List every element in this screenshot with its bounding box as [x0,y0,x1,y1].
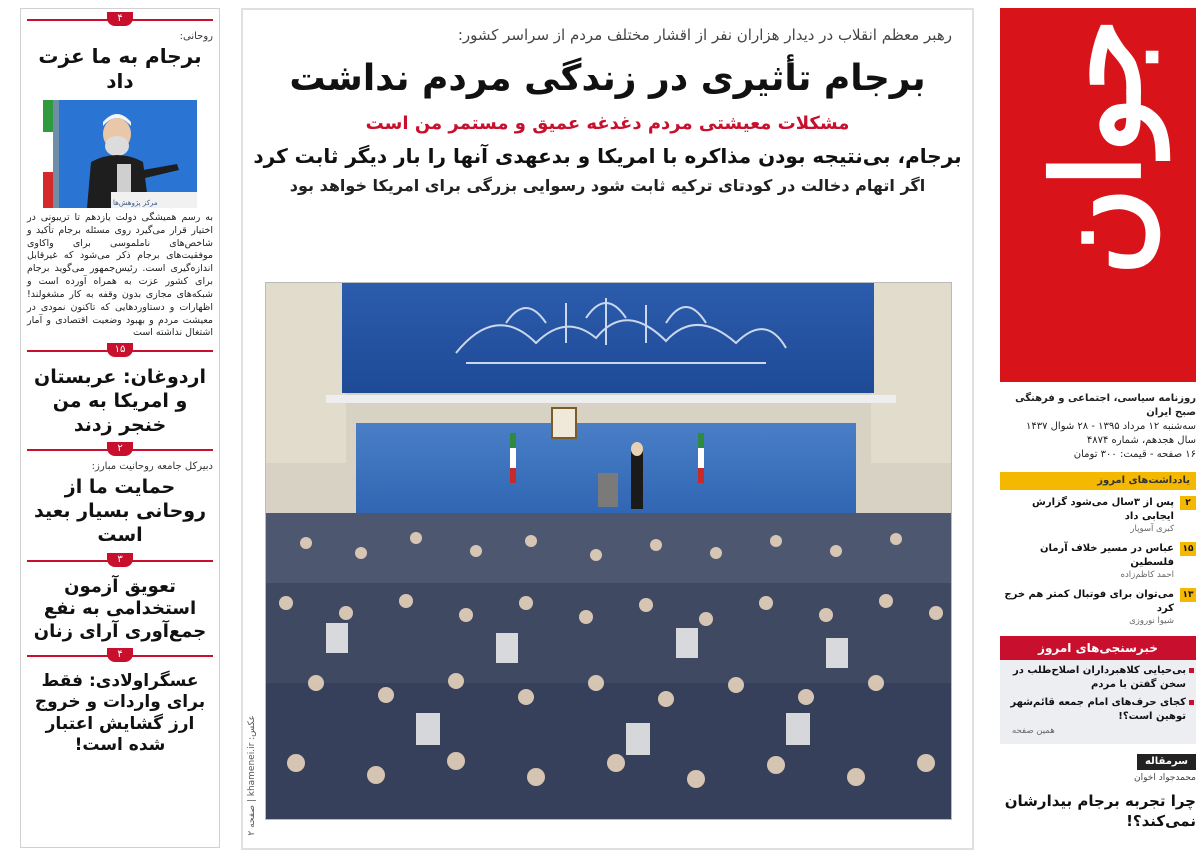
story-headline: اردوغان: عربستان و امریکا به من خنجر زدند [34,366,206,436]
info-line: روزنامه سیاسی، اجتماعی و فرهنگی صبح ایران [1015,393,1196,418]
leader-audience-photo [265,282,952,820]
section-divider [27,344,213,356]
section-divider [27,13,213,24]
left-story-asgaroladi[interactable] [21,671,219,756]
red-subheadline: مشکلات معیشتی مردم دغدغه عمیق و مستمر من است [365,113,850,134]
memo-item[interactable] [1000,588,1196,628]
poll-item[interactable]: کجای حرف‌های امام جمعه قائم‌شهر توهین است؟! [1000,692,1196,724]
page-number-badge: ۱۵ [107,343,133,357]
rouhani-photo-art [43,100,197,208]
memo-page-number: ۱۵ [1180,542,1196,556]
info-line: سه‌شنبه ۱۲ مرداد ۱۳۹۵ - ۲۸ شوال ۱۴۳۷ [1025,421,1196,432]
issue-info [1000,392,1196,831]
section-divider [27,553,213,565]
memo-author: احمد کاظم‌زاده [1120,569,1174,580]
info-line: سال هجدهم، شماره ۴۸۷۴ [1086,435,1196,446]
poll-item[interactable]: بی‌حیایی کلاهبرداران اصلاح‌طلب در سخن گفتن با مردم [1000,660,1196,692]
main-story [241,8,974,850]
photo-credit: عکس: khamenei.ir | صفحه ۲ [247,715,257,836]
story-headline: عسگراولادی: فقط برای واردات و خروج ارز گشایش اعتبار شده است! [34,671,206,755]
story-kicker: روحانی: [179,31,213,42]
memo-item[interactable] [1000,542,1196,582]
poll-header: خبرسنجی‌های امروز [1000,636,1196,661]
photo-caption: مرکز پژوهش‌ها [113,199,158,207]
poll-footer: همین صفحه [1012,726,1055,737]
page-number-badge: ۴ [107,12,133,26]
memo-item[interactable] [1000,496,1196,536]
section-divider [27,443,213,455]
story-headline: تعویق آزمون استخدامی به نفع جمع‌آوری آرای زنان [33,575,207,642]
lead-kicker: رهبر معظم انقلاب در دیدار هزاران نفر از اقشار مختلف مردم از سراسر کشور: [457,26,952,44]
story-headline: برجام به ما عزت داد [38,44,202,93]
subheadline-2: اگر اتهام دخالت در کودتای ترکیه ثابت شود رسوایی بزرگی برای امریکا خواهد بود [289,176,926,195]
editorial-title[interactable]: چرا تجربه برجام بیدارشان نمی‌کند؟! [1004,791,1196,831]
editorial-author: محمدجواد اخوان [1134,773,1196,784]
masthead-logo[interactable] [1000,8,1196,382]
left-story-exam[interactable] [21,576,219,644]
right-column [1000,8,1196,846]
crowd-photo-art [266,283,951,819]
memo-title: پس از ۳سال می‌شود گزارش ایجابی داد [1032,497,1174,522]
info-line: ۱۶ صفحه - قیمت: ۳۰۰ تومان [1073,449,1196,460]
left-story-clergy[interactable] [21,461,219,547]
editorial-label: سرمقاله [1137,754,1196,770]
story-kicker: دبیرکل جامعه روحانیت مبارز: [91,461,213,473]
page-number-badge: ۳ [107,553,133,567]
memo-page-number: ۲ [1180,496,1196,510]
memos-header: یادداشت‌های امروز [1000,472,1196,490]
story-body: به رسم همیشگی دولت یازدهم تا تریبونی در اختیار قرار می‌گیرد روی مسئله برجام تأکید و شاخص‌های ناملموسی برای واکاوی موفقیت‌های برجام ذکر می‌شود که غیرقابل اندازه‌گیری است. رئیس‌جمهور می‌گوید برجام برای کشور عزت به همراه آورده است و شبکه‌های مجازی بدون وقفه به کار مشغولند! اظهارات و دستاوردهایی که تاکنون نمودی در معیشت مردم و بهبود وضعیت اقتصادی و آمار اشتغال نداشته است [27,212,213,339]
memo-author: شیوا نوروزی [1129,615,1174,626]
section-divider [27,649,213,661]
main-headline[interactable]: برجام تأثیری در زندگی مردم نداشت [289,58,926,99]
page-number-badge: ۴ [107,648,133,662]
memo-title: می‌توان برای فوتبال کمتر هم خرج کرد [1004,588,1174,614]
story-headline: حمایت ما از روحانی بسیار بعید است [33,476,207,546]
page-number-badge: ۲ [107,442,133,456]
masthead-title: جوان [1027,18,1168,276]
memo-author: کبری آسوپار [1130,524,1174,534]
left-story-rouhani[interactable] [21,31,219,340]
left-column [20,8,220,848]
memo-page-number: ۱۳ [1180,588,1196,602]
subheadline-1: برجام، بی‌نتیجه بودن مذاکره با امریکا و بدعهدی آنها را بار دیگر ثابت کرد [253,144,962,168]
poll-box [1000,636,1196,745]
rouhani-photo [43,100,197,208]
left-story-erdogan[interactable] [21,366,219,437]
memo-title: عباس در مسیر خلاف آرمان فلسطین [1039,542,1174,568]
